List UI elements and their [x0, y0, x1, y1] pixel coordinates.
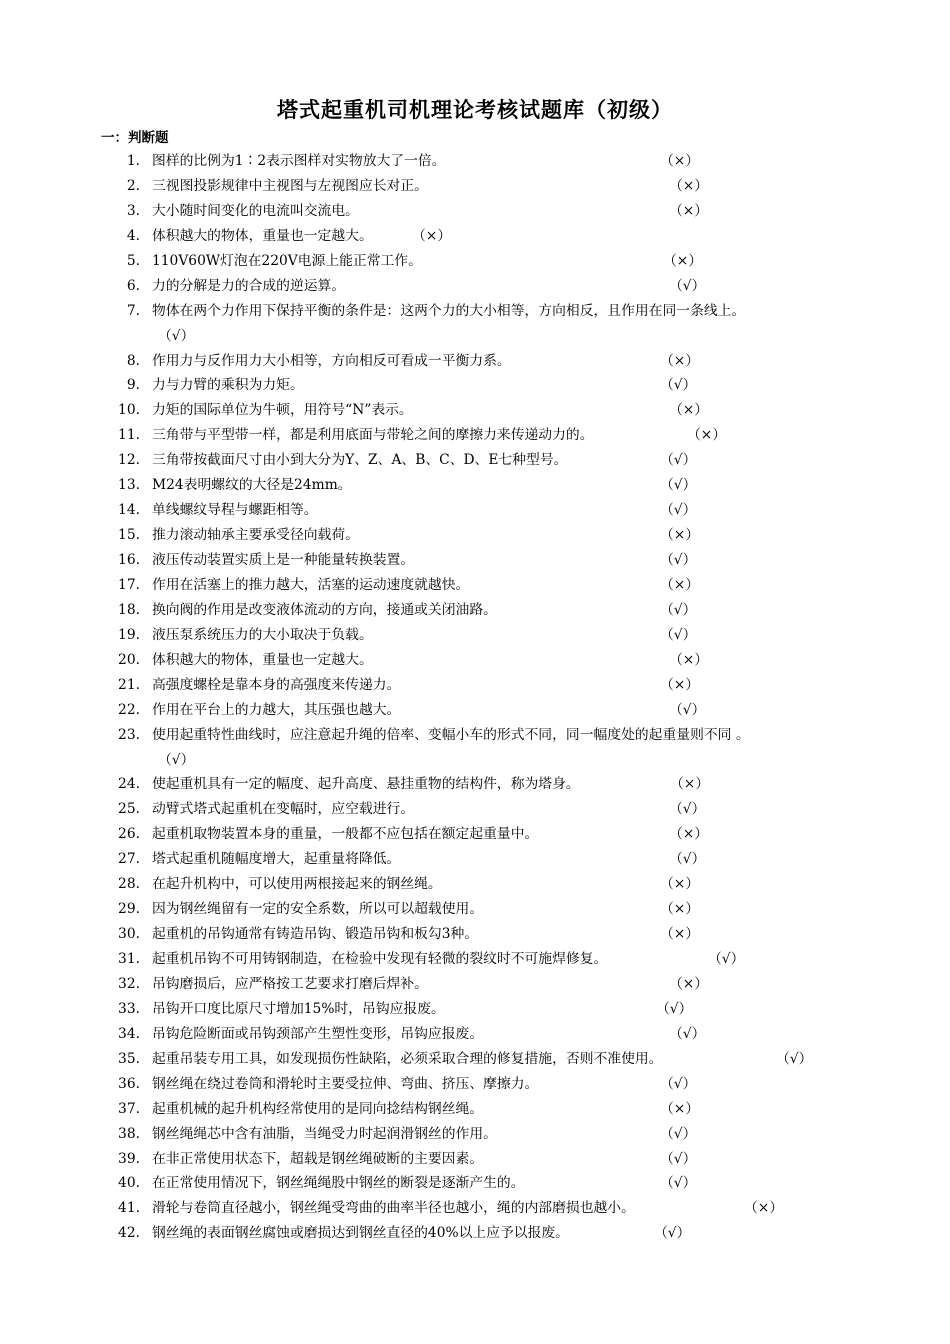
question-number: 34.: [118, 1025, 140, 1042]
question-item: [0, 199, 950, 224]
question-number: 1.: [126, 153, 140, 169]
question-answer: （√）: [776, 1050, 813, 1067]
question-answer: （√）: [660, 601, 697, 618]
question-number: 7.: [126, 302, 140, 319]
question-item: [0, 822, 950, 847]
question-text: 在非正常使用状态下，超载是钢丝绳破断的主要因素。: [152, 1150, 484, 1167]
question-item: [0, 723, 950, 773]
question-number: 36.: [118, 1075, 140, 1092]
question-answer: （×）: [670, 776, 710, 793]
question-answer: （×）: [660, 153, 700, 169]
question-item: [0, 1171, 950, 1196]
question-answer: （√）: [660, 1125, 697, 1142]
question-item: [0, 997, 950, 1022]
question-answer: （√）: [669, 701, 706, 718]
question-text: 三视图投影规律中主视图与左视图应长对正。: [152, 177, 428, 194]
question-item: [0, 373, 950, 398]
question-text: 在起升机构中，可以使用两根接起来的钢丝绳。: [152, 876, 442, 893]
question-answer: （×）: [669, 202, 709, 219]
question-item: [0, 673, 950, 698]
question-item: [0, 922, 950, 947]
question-item: [0, 897, 950, 922]
question-item: [0, 349, 950, 374]
question-answer: （×）: [663, 252, 703, 269]
question-answer: （√）: [669, 1025, 706, 1042]
question-text: 推力滚动轴承主要承受径向载荷。: [152, 527, 359, 544]
question-item: [0, 299, 950, 349]
question-text: 液压泵系统压力的大小取决于负载。: [152, 626, 373, 643]
question-item: [0, 1072, 950, 1097]
question-number: 4.: [126, 227, 140, 244]
question-text: 单线螺纹导程与螺距相等。: [152, 502, 318, 519]
question-answer: （√）: [660, 552, 697, 569]
question-text: 吊钩开口度比原尺寸增加15%时，吊钩应报废。: [152, 1000, 445, 1017]
question-text: 物体在两个力作用下保持平衡的条件是：这两个力的大小相等，方向相反，且作用在同一条线上。: [152, 302, 746, 319]
question-answer: （×）: [669, 177, 709, 194]
question-answer: （×）: [660, 676, 700, 693]
question-item: [0, 498, 950, 523]
question-item: [0, 972, 950, 997]
question-item: [0, 423, 950, 448]
question-text: 因为钢丝绳留有一定的安全系数，所以可以超载使用。: [152, 901, 484, 918]
question-item: [0, 872, 950, 897]
question-number: 19.: [118, 626, 140, 643]
question-item: [0, 1196, 950, 1221]
question-text: 力与力臂的乘积为力矩。: [152, 377, 304, 394]
question-number: 21.: [118, 676, 140, 693]
question-item: [0, 249, 950, 274]
question-answer: （×）: [660, 527, 700, 544]
question-answer: （×）: [744, 1200, 784, 1217]
question-number: 14.: [118, 502, 140, 519]
question-text: 钢丝绳的表面钢丝腐蚀或磨损达到钢丝直径的40%以上应予以报废。: [152, 1225, 569, 1242]
question-answer: （×）: [412, 227, 452, 244]
question-number: 22.: [118, 701, 140, 718]
question-text: 大小随时间变化的电流叫交流电。: [152, 202, 359, 219]
question-answer: （√）: [654, 1225, 691, 1242]
question-number: 26.: [118, 826, 140, 843]
question-text: 吊钩危险断面或吊钩颈部产生塑性变形，吊钩应报废。: [152, 1025, 484, 1042]
question-number: 33.: [118, 1000, 140, 1017]
question-item: [0, 448, 950, 473]
question-text: 动臂式塔式起重机在变幅时，应空载进行。: [152, 801, 415, 818]
question-item: [0, 772, 950, 797]
question-number: 11.: [118, 427, 140, 444]
question-number: 10.: [118, 402, 140, 419]
question-text: 高强度螺栓是靠本身的高强度来传递力。: [152, 676, 401, 693]
question-text: 使用起重特性曲线时，应注意起升绳的倍率、变幅小车的形式不同，同一幅度处的起重量则不同 。: [152, 726, 750, 743]
question-text: 塔式起重机随幅度增大，起重量将降低。: [152, 851, 401, 868]
question-answer: （√）: [656, 1000, 693, 1017]
question-answer: （×）: [669, 826, 709, 843]
question-item: [0, 1097, 950, 1122]
question-item: [0, 573, 950, 598]
question-number: 16.: [118, 552, 140, 569]
question-item: [0, 1147, 950, 1172]
question-number: 12.: [118, 452, 140, 469]
question-number: 39.: [118, 1150, 140, 1167]
question-text: 吊钩磨损后，应严格按工艺要求打磨后焊补。: [152, 975, 428, 992]
question-text: 换向阀的作用是改变液体流动的方向，接通或关闭油路。: [152, 601, 497, 618]
question-text: 起重机械的起升机构经常使用的是同向捻结构钢丝绳。: [152, 1100, 484, 1117]
question-answer: （√）: [660, 502, 697, 519]
question-item: [0, 698, 950, 723]
question-number: 15.: [118, 527, 140, 544]
question-answer: （√）: [158, 327, 195, 344]
question-text: 作用在平台上的力越大，其压强也越大。: [152, 701, 401, 718]
question-text: 钢丝绳在绕过卷筒和滑轮时主要受拉伸、弯曲、挤压、摩擦力。: [152, 1075, 539, 1092]
question-number: 2.: [126, 177, 140, 194]
page-title: 塔式起重机司机理论考核试题库（初级）: [277, 98, 673, 122]
question-number: 27.: [118, 851, 140, 868]
question-answer: （√）: [708, 951, 745, 968]
question-item: [0, 274, 950, 299]
question-text: 使起重机具有一定的幅度、起升高度、悬挂重物的结构件，称为塔身。: [152, 776, 580, 793]
question-answer: （×）: [669, 402, 709, 419]
question-answer: （×）: [660, 1100, 700, 1117]
question-number: 6.: [126, 277, 140, 294]
question-text: 作用力与反作用力大小相等，方向相反可看成一平衡力系。: [152, 352, 511, 369]
question-text: 起重机的吊钩通常有铸造吊钩、锻造吊钩和板勾3种。: [152, 926, 479, 943]
question-text: 液压传动装置实质上是一种能量转换装置。: [152, 552, 415, 569]
question-number: 25.: [118, 801, 140, 818]
question-item: [0, 224, 950, 249]
question-number: 35.: [118, 1050, 140, 1067]
question-answer: （√）: [660, 1150, 697, 1167]
question-text: 三角带与平型带一样，都是利用底面与带轮之间的摩擦力来传递动力的。: [152, 427, 594, 444]
question-item: [0, 1221, 950, 1246]
question-list: [0, 149, 950, 1246]
question-answer: （√）: [660, 477, 697, 494]
question-answer: （√）: [660, 452, 697, 469]
question-answer: （×）: [660, 926, 700, 943]
question-answer: （√）: [660, 377, 697, 394]
question-number: 40.: [118, 1175, 140, 1192]
question-number: 20.: [118, 651, 140, 668]
question-text: 110V60W灯泡在220V电源上能正常工作。: [152, 252, 422, 269]
question-text: 起重机取物装置本身的重量，一般都不应包括在额定起重量中。: [152, 826, 539, 843]
question-number: 41.: [118, 1200, 140, 1217]
question-number: 42.: [118, 1225, 140, 1242]
question-number: 8.: [126, 352, 140, 369]
question-item: [0, 149, 950, 174]
question-item: [0, 797, 950, 822]
question-answer: （×）: [669, 651, 709, 668]
question-item: [0, 548, 950, 573]
question-text: 起重机吊钩不可用铸钢制造，在检验中发现有轻微的裂纹时不可施焊修复。: [152, 951, 608, 968]
question-number: 32.: [118, 975, 140, 992]
question-answer: （×）: [660, 901, 700, 918]
question-text: 力的分解是力的合成的逆运算。: [152, 277, 346, 294]
question-text: 在正常使用情况下，钢丝绳绳股中钢丝的断裂是逐渐产生的。: [152, 1175, 525, 1192]
question-item: [0, 523, 950, 548]
question-item: [0, 847, 950, 872]
question-item: [0, 598, 950, 623]
question-number: 23.: [118, 726, 140, 743]
question-answer: （×）: [687, 427, 727, 444]
question-number: 24.: [118, 776, 140, 793]
question-number: 31.: [118, 951, 140, 968]
question-answer: （×）: [660, 576, 700, 593]
question-answer: （√）: [660, 626, 697, 643]
question-item: [0, 623, 950, 648]
question-number: 17.: [118, 576, 140, 593]
question-answer: （√）: [660, 1175, 697, 1192]
question-answer: （√）: [669, 851, 706, 868]
question-text: 力矩的国际单位为牛顿，用符号“N”表示。: [152, 402, 413, 419]
question-item: [0, 473, 950, 498]
question-answer: （√）: [158, 751, 195, 768]
question-text: 滑轮与卷筒直径越小，钢丝绳受弯曲的曲率半径也越小，绳的内部磨损也越小。: [152, 1200, 635, 1217]
question-number: 9.: [126, 377, 140, 394]
question-item: [0, 174, 950, 199]
question-item: [0, 947, 950, 972]
question-number: 37.: [118, 1100, 140, 1117]
section-heading: 一：判断题: [101, 130, 169, 146]
question-text: 钢丝绳绳芯中含有油脂，当绳受力时起润滑钢丝的作用。: [152, 1125, 497, 1142]
question-number: 28.: [118, 876, 140, 893]
question-answer: （√）: [660, 1075, 697, 1092]
question-item: [0, 1122, 950, 1147]
question-number: 18.: [118, 601, 140, 618]
question-item: [0, 648, 950, 673]
question-number: 13.: [118, 477, 140, 494]
question-answer: （×）: [669, 975, 709, 992]
question-number: 38.: [118, 1125, 140, 1142]
question-number: 29.: [118, 901, 140, 918]
question-text: 作用在活塞上的推力越大，活塞的运动速度就越快。: [152, 576, 470, 593]
question-answer: （√）: [669, 277, 706, 294]
question-item: [0, 1022, 950, 1047]
question-text: 体积越大的物体，重量也一定越大。: [152, 651, 373, 668]
question-number: 3.: [126, 202, 140, 219]
question-text: M24表明螺纹的大径是24mm。: [152, 477, 352, 494]
question-text: 起重吊装专用工具，如发现损伤性缺陷，必须采取合理的修复措施，否则不准使用。: [152, 1050, 663, 1067]
question-text: 体积越大的物体，重量也一定越大。: [152, 227, 373, 244]
question-item: [0, 1047, 950, 1072]
question-number: 30.: [118, 926, 140, 943]
question-answer: （×）: [660, 876, 700, 893]
question-answer: （×）: [660, 352, 700, 369]
question-number: 5.: [126, 252, 140, 269]
question-answer: （√）: [669, 801, 706, 818]
question-text: 三角带按截面尺寸由小到大分为Y、Z、A、B、C、D、E七种型号。: [152, 452, 568, 469]
question-text: 图样的比例为1∶2表示图样对实物放大了一倍。: [152, 153, 446, 169]
question-item: [0, 398, 950, 423]
